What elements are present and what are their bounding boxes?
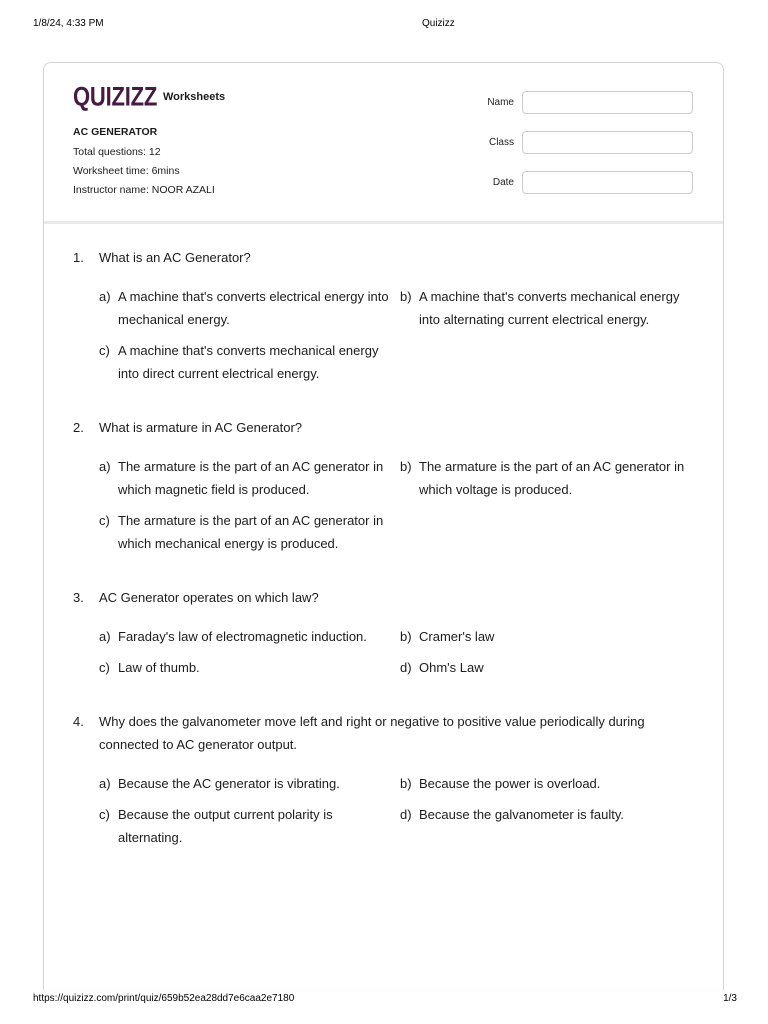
detail-label: Instructor name:	[73, 183, 149, 196]
print-url: https://quizizz.com/print/quiz/659b52ea28dd7e6caa2e7180	[33, 993, 295, 1004]
option-text: Because the AC generator is vibrating.	[118, 776, 340, 791]
class-input[interactable]	[522, 131, 693, 154]
option-3b	[400, 625, 701, 648]
question-4-row	[73, 710, 703, 756]
class-label: Class	[488, 136, 514, 148]
print-page-title: Quizizz	[422, 18, 455, 29]
worksheet-card	[43, 62, 724, 990]
option-letter: b)	[400, 629, 412, 644]
class-field-row	[444, 131, 693, 154]
option-letter: a)	[99, 629, 111, 644]
option-4a	[99, 772, 400, 795]
option-letter: b)	[400, 289, 412, 304]
option-text: Because the power is overload.	[419, 776, 601, 791]
option-text: Law of thumb.	[118, 660, 200, 675]
question-3-options	[99, 625, 703, 679]
option-text: Faraday's law of electromagnetic induction.	[118, 629, 367, 644]
option-3c	[99, 656, 400, 679]
option-text: A machine that's converts mechanical energy into direct current electrical energy.	[118, 343, 379, 381]
question-2-number: 2.	[73, 420, 84, 435]
print-page-number: 1/3	[723, 993, 737, 1004]
option-text: The armature is the part of an AC generator in which voltage is produced.	[419, 459, 685, 497]
question-1	[73, 246, 703, 385]
detail-value: NOOR AZALI	[151, 183, 215, 196]
detail-worksheet-time	[73, 162, 215, 181]
option-text: A machine that's converts mechanical energy into alternating current electrical energy.	[419, 289, 680, 327]
option-text: Because the output current polarity is alternating.	[118, 807, 333, 845]
option-text: The armature is the part of an AC generator in which mechanical energy is produced.	[118, 513, 384, 551]
date-label: Date	[492, 176, 514, 188]
question-3	[73, 586, 703, 679]
option-letter: c)	[99, 660, 110, 675]
option-letter: a)	[99, 459, 111, 474]
question-1-text: What is an AC Generator?	[99, 250, 251, 265]
option-4c	[99, 803, 400, 849]
question-3-row	[73, 586, 703, 609]
option-letter: c)	[99, 343, 110, 358]
option-text: The armature is the part of an AC generator in which magnetic field is produced.	[118, 459, 384, 497]
option-text: Ohm's Law	[419, 660, 484, 675]
question-2-options	[99, 455, 703, 555]
name-field-row	[444, 91, 693, 114]
question-list	[73, 246, 703, 849]
question-4-number: 4.	[73, 714, 84, 729]
option-4b	[400, 772, 701, 795]
option-3a	[99, 625, 400, 648]
option-letter: c)	[99, 807, 110, 822]
header-divider	[44, 221, 723, 224]
question-3-number: 3.	[73, 590, 84, 605]
detail-value: 12	[148, 145, 161, 158]
worksheet-details	[73, 143, 215, 200]
option-2a	[99, 455, 400, 501]
question-2-row	[73, 416, 703, 439]
date-input[interactable]	[522, 171, 693, 194]
question-3-text: AC Generator operates on which law?	[99, 590, 319, 605]
question-2	[73, 416, 703, 555]
question-4-text: Why does the galvanometer move left and right or negative to positive value periodically during connected to AC generator output.	[99, 714, 645, 752]
option-letter: c)	[99, 513, 110, 528]
option-letter: d)	[400, 660, 412, 675]
question-4-options	[99, 772, 703, 849]
option-2c	[99, 509, 400, 555]
name-input[interactable]	[522, 91, 693, 114]
option-3d	[400, 656, 701, 679]
option-text: Because the galvanometer is faulty.	[419, 807, 624, 822]
detail-label: Worksheet time:	[73, 164, 149, 177]
date-field-row	[444, 171, 693, 194]
option-letter: b)	[400, 459, 412, 474]
detail-total-questions	[73, 143, 215, 162]
question-1-row	[73, 246, 703, 269]
quizizz-logo: QUIZIZZ	[73, 81, 158, 112]
option-1b	[400, 285, 701, 331]
option-text: A machine that's converts electrical energy into mechanical energy.	[118, 289, 389, 327]
detail-label: Total questions:	[73, 145, 146, 158]
detail-instructor-name	[73, 181, 215, 200]
question-1-number: 1.	[73, 250, 84, 265]
option-1c	[99, 339, 400, 385]
option-4d	[400, 803, 701, 849]
detail-value: 6mins	[151, 164, 180, 177]
option-text: Cramer's law	[419, 629, 495, 644]
name-label: Name	[487, 96, 514, 108]
option-letter: d)	[400, 807, 412, 822]
option-letter: b)	[400, 776, 412, 791]
option-letter: a)	[99, 776, 111, 791]
product-label: Worksheets	[163, 91, 226, 103]
worksheet-title: AC GENERATOR	[73, 126, 158, 138]
option-letter: a)	[99, 289, 111, 304]
question-2-text: What is armature in AC Generator?	[99, 420, 303, 435]
option-1a	[99, 285, 400, 331]
print-datetime: 1/8/24, 4:33 PM	[33, 18, 104, 29]
option-2b	[400, 455, 701, 501]
question-1-options	[99, 285, 703, 385]
question-4	[73, 710, 703, 849]
worksheet-header	[44, 63, 723, 221]
